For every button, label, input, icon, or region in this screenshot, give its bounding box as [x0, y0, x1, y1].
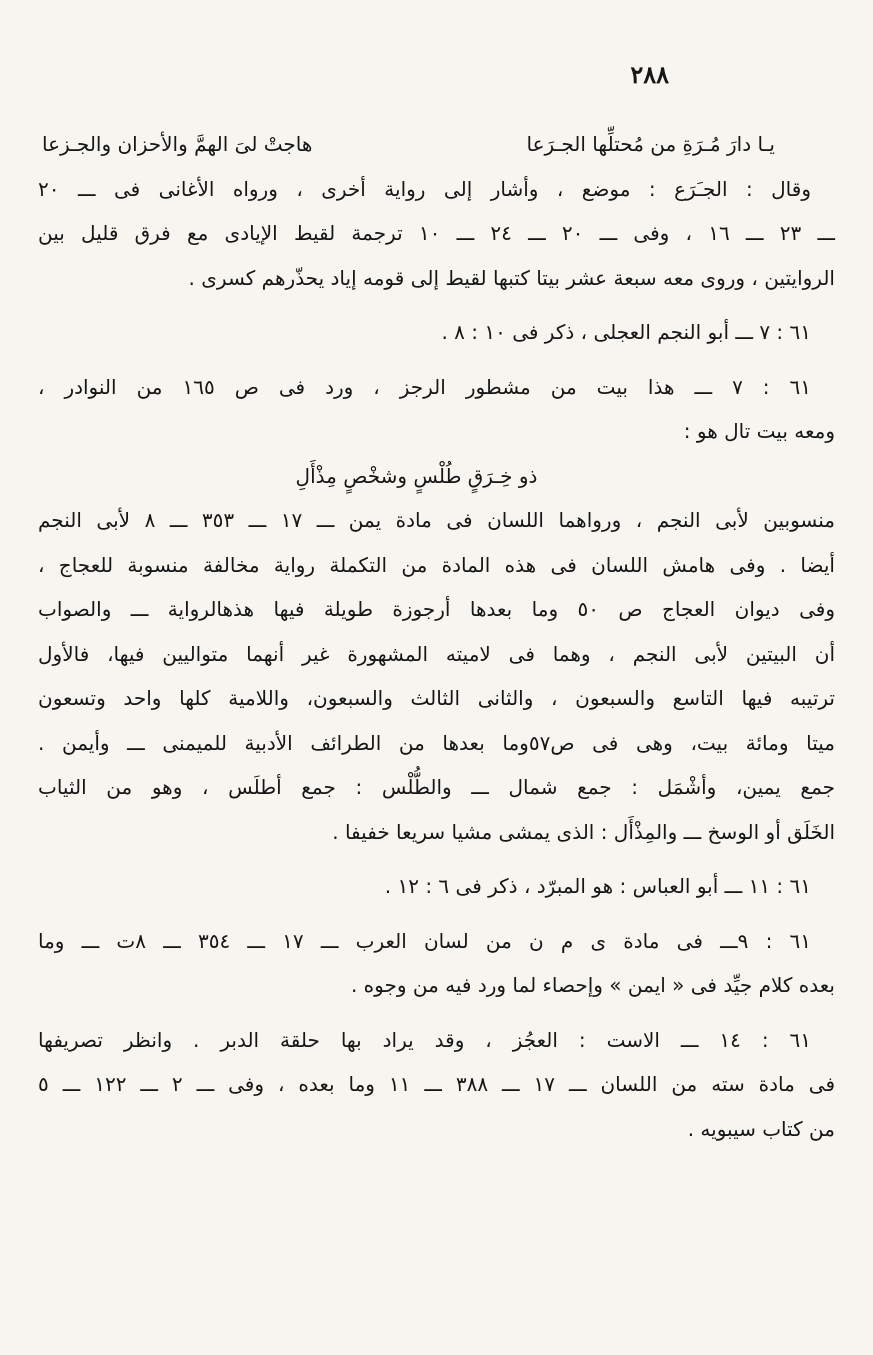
verse-second-hemistich: هاجتْ لىَ الهمَّ والأحزان والجـزعا	[42, 132, 313, 156]
note-abu-al-abbas	[38, 864, 835, 909]
verse-single: ذو خِـرَقٍ طُلْسٍ وشخْصٍ مِذْأَلِ	[295, 463, 538, 488]
paragraph-line: وفى ديوان العجاج ص ٥٠ وما بعدها أرجوزة طويلة فيها هذهالرواية ـــ والصواب	[38, 597, 836, 621]
paragraph-commentary	[38, 498, 835, 854]
paragraph-line: ترتيبه فيها التاسع والسبعون ، والثانى الثالث والسبعون، واللامية كلها واحد وتسعون	[38, 686, 835, 710]
paragraph-line: منسوبين لأبى النجم ، ورواهما اللسان فى مادة يمن ـــ ١٧ ـــ ٣٥٣ ـــ ٨ لأبى النجم	[38, 508, 836, 532]
paragraph-line: الخَلَق أو الوسخ ـــ والمِذْأَل : الذى يمشى مشيا سريعا خفيفا .	[332, 819, 835, 844]
paragraph-line: أيضا . وفى هامش اللسان فى هذه المادة من التكملة رواية مخالفة منسوبة للعجاج ،	[38, 552, 835, 577]
page-body	[38, 122, 835, 1151]
note-line: ٦١ : ١١ ـــ أبو العباس : هو المبرّد ، ذكر فى ٦ : ١٢ .	[384, 874, 811, 898]
note-abu-al-najm	[38, 310, 835, 355]
note-line: فى مادة سته من اللسان ـــ ١٧ ـــ ٣٨٨ ـــ ١١ وما بعده ، وفى ـــ ٢ ـــ ١٢٢ ـــ ٥	[38, 1072, 836, 1096]
verse-first-hemistich: يـا دارَ مُـرَةِ من مُحتلِّها الجـرَعا	[526, 132, 775, 156]
verse-couplet	[38, 122, 835, 167]
note-line: ٦١ : ٧ ـــ هذا بيت من مشطور الرجز ، ورد فى ص ١٦٥ من النوادر ،	[38, 374, 812, 399]
note-rajaz-verse	[38, 365, 835, 454]
note-line: من كتاب سيبويه .	[687, 1116, 835, 1141]
note-line: بعده كلام جيِّد فى « ايمن » وإحصاء لما ورد فيه من وجوه .	[350, 973, 835, 997]
note-al-ist	[38, 1018, 835, 1152]
paragraph-line: ـــ ٢٣ ـــ ١٦ ، وفى ـــ ٢٠ ـــ ٢٤ ـــ ١٠ ترجمة لقيط الإيادى مع فرق قليل بين	[38, 221, 836, 245]
paragraph-line: الروايتين ، وروى معه سبعة عشر بيتا كتبها لقيط إلى قومه إياد يحذّرهم كسرى .	[188, 265, 835, 290]
note-line: ٦١ : ٧ ـــ أبو النجم العجلى ، ذكر فى ١٠ : ٨ .	[441, 320, 811, 344]
note-lisan-al-arab	[38, 919, 835, 1008]
paragraph-gerah	[38, 167, 835, 301]
paragraph-line: أن البيتين لأبى النجم ، وهما فى لاميته المشهورة غير أنهما متواليين فيها، فالأول	[38, 641, 835, 666]
note-line: ومعه بيت تال هو :	[683, 419, 835, 443]
paragraph-line: جمع يمين، وأشْمَل : جمع شمال ـــ والطُّلْس : جمع أطلَس ، وهو من الثياب	[38, 775, 835, 799]
page-number: ٢٨٨	[630, 60, 669, 89]
paragraph-line: ميتا ومائة بيت، وهى فى ص٥٧وما بعدها من الطرائف الأدبية للميمنى ـــ وأيمن .	[38, 730, 835, 755]
note-line: ٦١ : ١٤ ـــ الاست : العجُز ، وقد يراد بها حلقة الدبر . وانظر تصريفها	[38, 1027, 812, 1052]
note-line: ٦١ : ٩ـــ فى مادة ى م ن من لسان العرب ـــ ١٧ ـــ ٣٥٤ ـــ ٨ت ـــ وما	[38, 928, 812, 953]
paragraph-line: وقال : الجـَرَع : موضع ، وأشار إلى رواية أخرى ، ورواه الأغانى فى ـــ ٢٠	[38, 176, 811, 201]
